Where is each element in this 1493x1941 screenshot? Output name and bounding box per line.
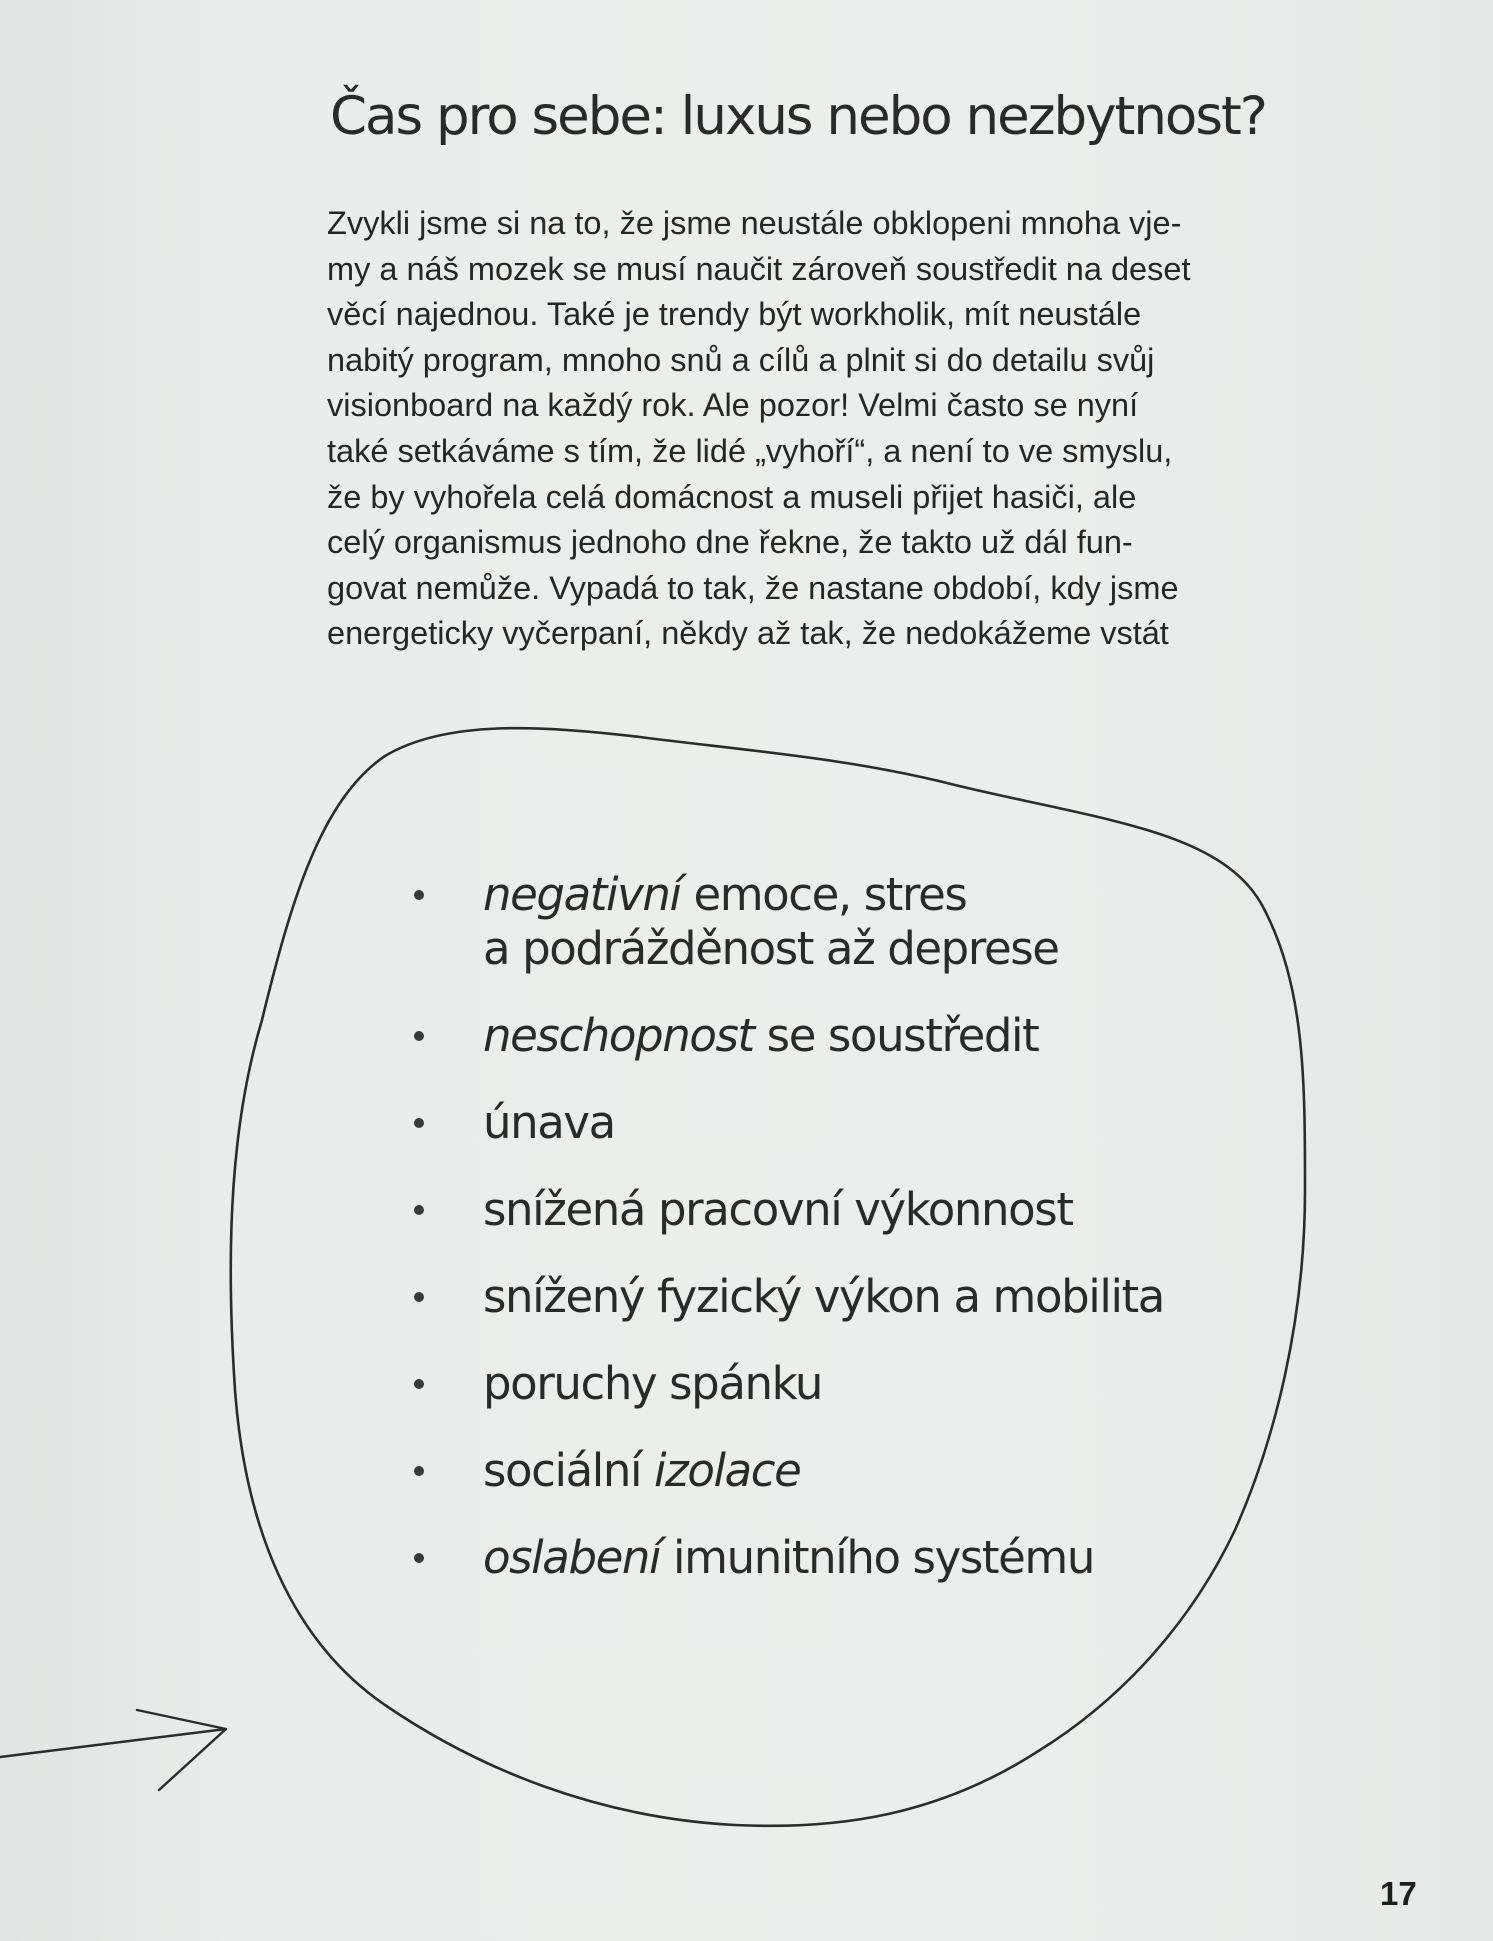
symptom-list — [404, 868, 1164, 1618]
list-item — [404, 1357, 1164, 1411]
symptom-text: snížený fyzický výkon a mobilita — [483, 1270, 1164, 1323]
emphasis: negativní — [483, 868, 681, 921]
symptom-text — [483, 1444, 1164, 1498]
list-item — [404, 1096, 1164, 1150]
body-line: visionboard na každý rok. Ale pozor! Velmi často se nyní — [327, 387, 1139, 424]
symptom-text — [483, 1009, 1164, 1063]
body-line: také setkáváme s tím, že lidé „vyhoří“, a není to ve smyslu, — [327, 432, 1173, 469]
list-item — [404, 1444, 1164, 1498]
bullet-icon — [414, 890, 424, 900]
symptom-text: poruchy spánku — [483, 1357, 823, 1410]
bullet-icon — [414, 1553, 424, 1563]
body-line: nabitý program, mnoho snů a cílů a plnit si do detailu svůj — [327, 341, 1155, 378]
emphasis: oslabení — [483, 1531, 661, 1584]
symptom-text — [483, 1531, 1164, 1585]
list-item — [404, 868, 1164, 976]
bullet-icon — [414, 1379, 424, 1389]
symptom-rest: emoce, stres — [680, 868, 967, 921]
arrow-head — [137, 1710, 226, 1790]
emphasis: izolace — [654, 1444, 801, 1497]
bullet-icon — [414, 1466, 424, 1476]
body-line: energeticky vyčerpaní, někdy až tak, že nedokážeme vstát — [327, 615, 1169, 652]
page-number: 17 — [1380, 1875, 1417, 1912]
body-line: že by vyhořela celá domácnost a museli přijet hasiči, ale — [327, 478, 1137, 515]
page-title: Čas pro sebe: luxus nebo nezbytnost? — [330, 86, 1266, 147]
bullet-icon — [414, 1205, 424, 1215]
bullet-icon — [414, 1118, 424, 1128]
arrow-shaft — [0, 1729, 226, 1757]
body-line: Zvykli jsme si na to, že jsme neustále obklopeni mnoha vje- — [327, 205, 1182, 241]
arrow-right-icon — [0, 1710, 226, 1790]
list-item — [404, 1183, 1164, 1237]
body-line: celý organismus jednoho dne řekne, že takto už dál fun- — [327, 524, 1133, 561]
bullet-icon — [414, 1031, 424, 1041]
symptom-text — [483, 868, 1164, 922]
symptom-text: snížená pracovní výkonnost — [483, 1183, 1073, 1236]
body-line: my a náš mozek se musí naučit zároveň soustředit na deset — [327, 250, 1191, 287]
symptom-before: sociální — [483, 1444, 655, 1497]
symptom-text: únava — [483, 1096, 615, 1149]
body-line: govat nemůže. Vypadá to tak, že nastane období, kdy jsme — [327, 569, 1179, 606]
symptom-rest: se soustředit — [753, 1009, 1039, 1062]
list-item — [404, 1270, 1164, 1324]
symptom-rest: imunitního systému — [660, 1531, 1094, 1584]
list-item — [404, 1009, 1164, 1063]
body-line: věcí najednou. Také je trendy být workholik, mít neustále — [327, 296, 1142, 333]
list-item — [404, 1531, 1164, 1585]
bullet-icon — [414, 1292, 424, 1302]
emphasis: neschopnost — [483, 1009, 754, 1062]
symptom-text-line2: a podrážděnost až deprese — [483, 922, 1059, 975]
